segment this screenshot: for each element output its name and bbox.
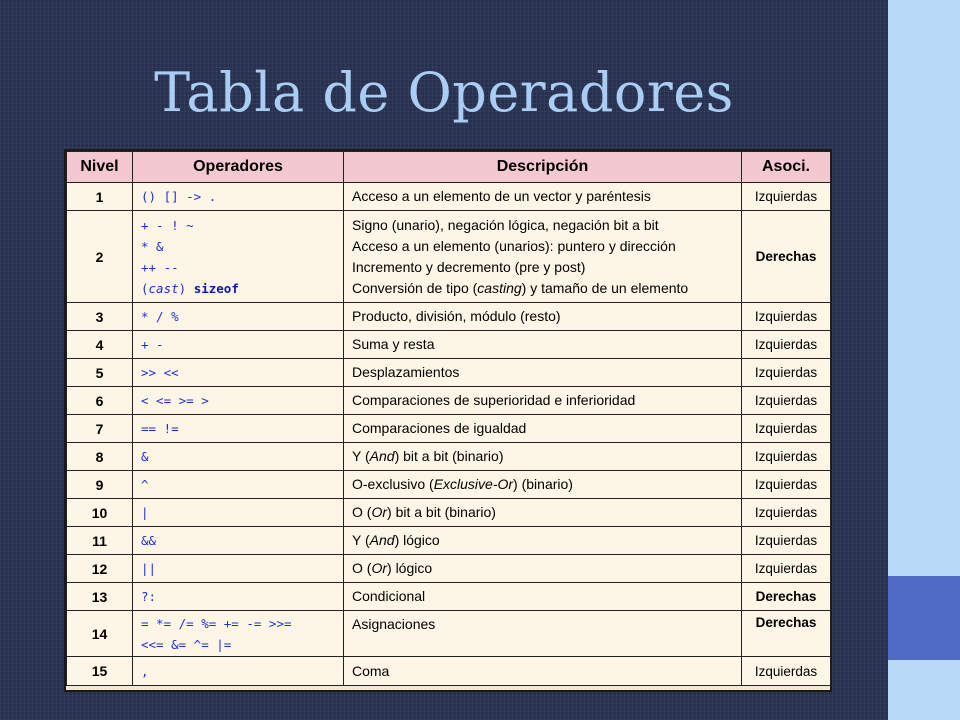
operators-line: + - ! ~ <box>141 217 194 233</box>
operators-table-container <box>64 149 832 692</box>
cell-nivel: 4 <box>67 331 133 359</box>
cell-nivel: 11 <box>67 527 133 555</box>
cell-operators: () [] -> . <box>133 183 344 211</box>
table-row <box>67 443 831 471</box>
table-row <box>67 657 831 686</box>
cell-operators: + - <box>133 331 344 359</box>
operators-table <box>66 151 831 686</box>
cell-nivel: 3 <box>67 303 133 331</box>
cell-nivel: 8 <box>67 443 133 471</box>
operators-line: * & <box>141 238 164 254</box>
cell-associativity: Izquierdas <box>742 555 831 583</box>
cell-nivel: 2 <box>67 211 133 303</box>
cell-nivel: 5 <box>67 359 133 387</box>
description-italic: Exclusive-Or <box>433 476 514 492</box>
description-text: ) bit a bit (binario) <box>387 504 496 520</box>
description-text: Y ( <box>352 448 370 464</box>
cell-nivel: 6 <box>67 387 133 415</box>
cell-operators: | <box>133 499 344 527</box>
description-italic: casting <box>477 279 522 296</box>
cell-nivel: 12 <box>67 555 133 583</box>
description-line <box>352 278 733 299</box>
table-header-row <box>67 152 831 183</box>
cell-associativity: Izquierdas <box>742 499 831 527</box>
description-line: Incremento y decremento (pre y post) <box>352 258 586 275</box>
description-text: O-exclusivo ( <box>352 476 434 492</box>
cell-nivel: 1 <box>67 183 133 211</box>
slide-title: Tabla de Operadores <box>154 61 734 124</box>
cell-associativity: Izquierdas <box>742 657 831 686</box>
table-row <box>67 415 831 443</box>
description-text: Y ( <box>352 532 370 548</box>
header-asociatividad: Asoci. <box>742 152 831 183</box>
cell-associativity: Izquierdas <box>742 359 831 387</box>
description-text: ) y tamaño de un elemento <box>521 279 689 296</box>
cell-operators: >> << <box>133 359 344 387</box>
cell-description: Comparaciones de superioridad e inferioridad <box>344 387 742 415</box>
description-italic: Or <box>371 504 388 520</box>
cell-associativity: Derechas <box>742 611 831 657</box>
cell-operators <box>133 211 344 303</box>
operators-line <box>141 278 335 299</box>
operators-line: <<= &= ^= |= <box>141 636 232 652</box>
cell-operators: ^ <box>133 471 344 499</box>
cast-keyword: cast <box>148 280 179 296</box>
cast-open-paren: ( <box>141 280 149 296</box>
description-text: O ( <box>352 504 372 520</box>
cell-operators <box>133 611 344 657</box>
cell-operators: == != <box>133 415 344 443</box>
table-row <box>67 583 831 611</box>
cell-operators: || <box>133 555 344 583</box>
cell-description: Condicional <box>344 583 742 611</box>
cell-description: Suma y resta <box>344 331 742 359</box>
cell-description: Producto, división, módulo (resto) <box>344 303 742 331</box>
cell-description <box>344 555 742 583</box>
cell-associativity: Izquierdas <box>742 183 831 211</box>
description-text: ) lógico <box>394 532 440 548</box>
table-row <box>67 331 831 359</box>
description-italic: Or <box>371 560 388 576</box>
cell-nivel: 13 <box>67 583 133 611</box>
description-text: Conversión de tipo ( <box>352 279 478 296</box>
cell-nivel: 15 <box>67 657 133 686</box>
description-line: Acceso a un elemento (unarios): puntero y dirección <box>352 237 676 254</box>
header-nivel: Nivel <box>67 152 133 183</box>
table-row <box>67 555 831 583</box>
cell-associativity: Izquierdas <box>742 527 831 555</box>
cell-operators: * / % <box>133 303 344 331</box>
cell-description <box>344 211 742 303</box>
table-row <box>67 211 831 303</box>
cell-description: Comparaciones de igualdad <box>344 415 742 443</box>
cell-operators: ?: <box>133 583 344 611</box>
operators-line: = *= /= %= += -= >>= <box>141 615 292 631</box>
cell-nivel: 10 <box>67 499 133 527</box>
cell-associativity: Izquierdas <box>742 387 831 415</box>
table-row <box>67 527 831 555</box>
description-text: ) (binario) <box>513 476 573 492</box>
cell-associativity: Izquierdas <box>742 443 831 471</box>
table-row <box>67 387 831 415</box>
operators-line: ++ -- <box>141 259 179 275</box>
table-row <box>67 611 831 657</box>
cell-operators: < <= >= > <box>133 387 344 415</box>
cell-description <box>344 471 742 499</box>
cell-nivel: 9 <box>67 471 133 499</box>
cell-nivel: 14 <box>67 611 133 657</box>
cell-nivel: 7 <box>67 415 133 443</box>
cell-associativity: Derechas <box>742 583 831 611</box>
cell-description: Asignaciones <box>344 611 742 657</box>
header-operadores: Operadores <box>133 152 344 183</box>
header-descripcion: Descripción <box>344 152 742 183</box>
description-italic: And <box>369 532 395 548</box>
description-italic: And <box>369 448 395 464</box>
cell-description <box>344 527 742 555</box>
cell-associativity: Izquierdas <box>742 471 831 499</box>
cell-description: Desplazamientos <box>344 359 742 387</box>
right-accent-block <box>888 576 960 660</box>
table-row <box>67 471 831 499</box>
cell-operators: & <box>133 443 344 471</box>
description-text: O ( <box>352 560 372 576</box>
cell-associativity: Izquierdas <box>742 303 831 331</box>
description-line: Signo (unario), negación lógica, negación bit a bit <box>352 216 659 233</box>
description-text: ) lógico <box>387 560 433 576</box>
sizeof-keyword: sizeof <box>193 280 239 296</box>
table-row <box>67 359 831 387</box>
table-row <box>67 499 831 527</box>
cell-associativity: Izquierdas <box>742 331 831 359</box>
table-row <box>67 303 831 331</box>
cell-operators: && <box>133 527 344 555</box>
cell-associativity: Izquierdas <box>742 415 831 443</box>
cell-description: Acceso a un elemento de un vector y paréntesis <box>344 183 742 211</box>
cast-close-paren: ) <box>178 280 187 296</box>
table-row <box>67 183 831 211</box>
cell-description <box>344 499 742 527</box>
cell-operators: , <box>133 657 344 686</box>
cell-associativity: Derechas <box>742 211 831 303</box>
description-text: ) bit a bit (binario) <box>394 448 504 464</box>
cell-description: Coma <box>344 657 742 686</box>
cell-description <box>344 443 742 471</box>
